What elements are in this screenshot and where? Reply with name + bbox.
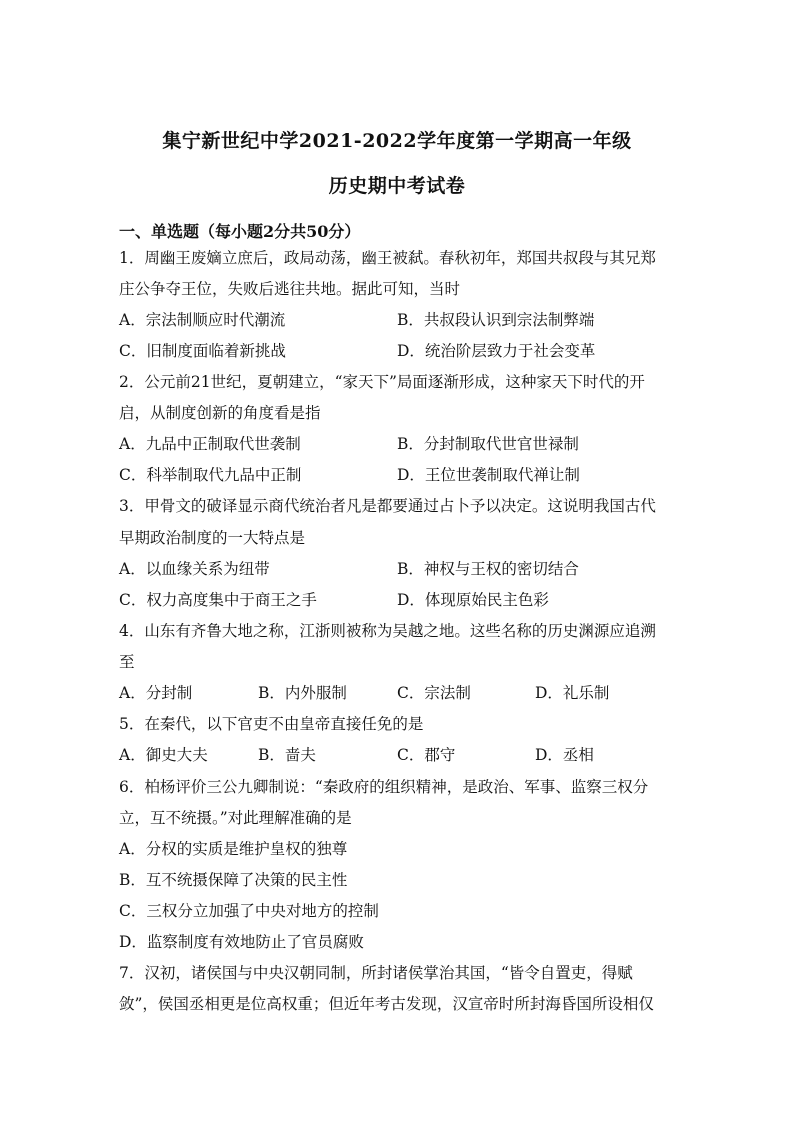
- question-6-stem-line1: 6．柏杨评价三公九卿制说：“秦政府的组织精神，是政治、军事、监察三权分: [119, 778, 649, 796]
- question-4-option-a: A．分封制: [119, 684, 193, 702]
- question-2-option-d: D．王位世袭制取代禅让制: [397, 466, 580, 484]
- question-4-option-b: B．内外服制: [258, 684, 347, 702]
- question-3-option-b: B．神权与王权的密切结合: [397, 560, 579, 578]
- question-6-option-b: B．互不统摄保障了决策的民主性: [119, 871, 348, 889]
- question-5-option-d: D．丞相: [535, 746, 594, 764]
- question-5-option-a: A．御史大夫: [119, 746, 208, 764]
- question-6-option-d: D．监察制度有效地防止了官员腐败: [119, 933, 364, 951]
- question-2-stem-line2: 启，从制度创新的角度看是指: [119, 404, 321, 422]
- question-3-option-a: A．以血缘关系为纽带: [119, 560, 270, 578]
- question-1-option-d: D．统治阶层致力于社会变革: [397, 342, 596, 360]
- question-3-stem-line2: 早期政治制度的一大特点是: [119, 529, 306, 547]
- question-7-stem-line1: 7．汉初，诸侯国与中央汉朝同制，所封诸侯掌治其国，“皆令自置吏，得赋: [119, 964, 633, 982]
- question-4-stem-line1: 4．山东有齐鲁大地之称，江浙则被称为吴越之地。这些名称的历史渊源应追溯: [119, 622, 656, 640]
- question-6-option-a: A．分权的实质是维护皇权的独尊: [119, 840, 348, 858]
- question-1-option-a: A．宗法制顺应时代潮流: [119, 311, 286, 329]
- question-4-option-c: C．宗法制: [397, 684, 471, 702]
- question-4-option-d: D．礼乐制: [535, 684, 610, 702]
- question-2-option-a: A．九品中正制取代世袭制: [119, 435, 301, 453]
- question-3-stem-line1: 3．甲骨文的破译显示商代统治者凡是都要通过占卜予以决定。这说明我国古代: [119, 497, 656, 515]
- question-1-option-b: B．共叔段认识到宗法制弊端: [397, 311, 595, 329]
- question-5-option-c: C．郡守: [397, 746, 456, 764]
- exam-title-line2: 历史期中考试卷: [328, 175, 466, 197]
- question-1-option-c: C．旧制度面临着新挑战: [119, 342, 286, 360]
- section-heading: 一、单选题（每小题2分共50分）: [119, 222, 361, 241]
- question-2-option-b: B．分封制取代世官世禄制: [397, 435, 579, 453]
- question-5-option-b: B．啬夫: [258, 746, 316, 764]
- question-7-stem-line2: 敛”，侯国丞相更是位高权重；但近年考古发现，汉宣帝时所封海昏国所设相仅: [119, 995, 654, 1013]
- exam-title-line1: 集宁新世纪中学2021-2022学年度第一学期高一年级: [162, 130, 632, 152]
- question-1-stem-line1: 1．周幽王废嫡立庶后，政局动荡，幽王被弑。春秋初年，郑国共叔段与其兄郑: [119, 249, 656, 267]
- question-2-stem-line1: 2．公元前21世纪，夏朝建立，“家天下”局面逐渐形成，这种家天下时代的开: [119, 373, 645, 391]
- question-1-stem-line2: 庄公争夺王位，失败后逃往共地。据此可知，当时: [119, 280, 461, 298]
- question-3-option-c: C．权力高度集中于商王之手: [119, 591, 317, 609]
- question-2-option-c: C．科举制取代九品中正制: [119, 466, 302, 484]
- question-4-stem-line2: 至: [119, 653, 135, 671]
- question-3-option-d: D．体现原始民主色彩: [397, 591, 549, 609]
- question-5-stem-line1: 5．在秦代，以下官吏不由皇帝直接任免的是: [119, 715, 424, 733]
- question-6-stem-line2: 立，互不统摄。”对此理解准确的是: [119, 809, 352, 827]
- question-6-option-c: C．三权分立加强了中央对地方的控制: [119, 902, 379, 920]
